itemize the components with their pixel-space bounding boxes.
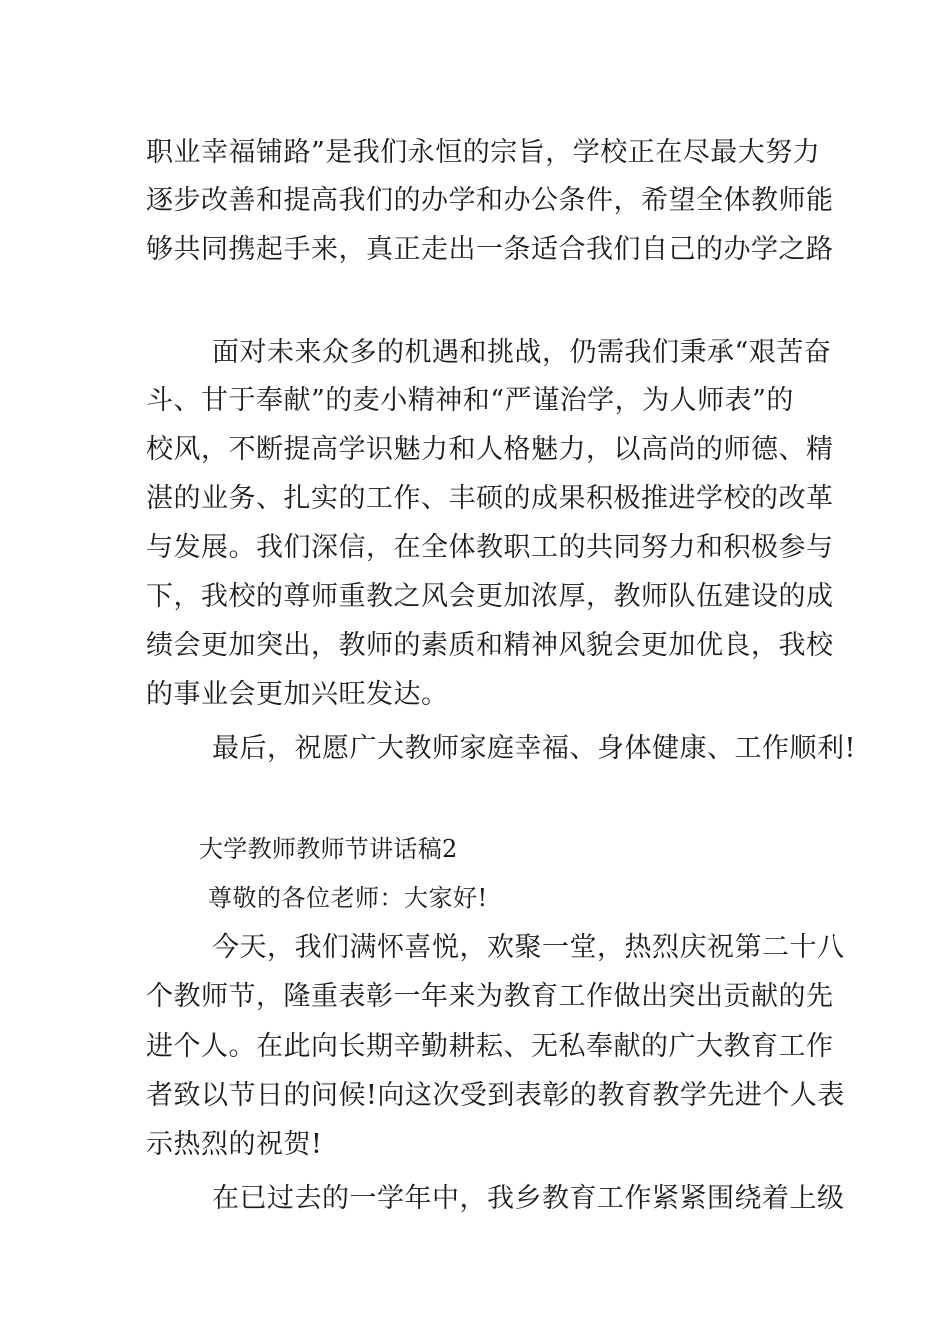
text-line: 面对未来众多的机遇和挑战，仍需我们秉承“艰苦奋: [212, 337, 832, 368]
text-line: 够共同携起手来，真正走出一条适合我们自己的办学之路: [146, 234, 834, 265]
section-heading: 大学教师教师节讲话稿2: [199, 835, 458, 863]
text-line: 湛的业务、扎实的工作、丰硕的成果积极推进学校的改革: [146, 483, 834, 514]
text-line: 职业幸福铺路”是我们永恒的宗旨，学校正在尽最大努力: [146, 137, 821, 168]
text-line: 的事业会更加兴旺发达。: [146, 679, 449, 710]
text-line: 下，我校的尊师重教之风会更加浓厚，教师队伍建设的成: [146, 581, 834, 612]
text-line: 今天，我们满怀喜悦，欢聚一堂，热烈庆祝第二十八: [212, 932, 845, 963]
text-line: 示热烈的祝贺!: [146, 1129, 323, 1160]
text-line: 最后，祝愿广大教师家庭幸福、身体健康、工作顺利!: [212, 733, 856, 764]
text-line: 在已过去的一学年中，我乡教育工作紧紧围绕着上级: [212, 1183, 845, 1214]
text-line: 逐步改善和提高我们的办学和办公条件，希望全体教师能: [146, 185, 834, 216]
text-line: 斗、甘于奉献”的麦小精神和“严谨治学，为人师表”的: [146, 385, 794, 416]
text-line: 者致以节日的问候!向这次受到表彰的教育教学先进个人表: [146, 1080, 845, 1111]
text-line: 校风，不断提高学识魅力和人格魅力，以高尚的师德、精: [146, 434, 834, 465]
greeting-line: 尊敬的各位老师：大家好!: [208, 884, 488, 912]
text-line: 个教师节，隆重表彰一年来为教育工作做出突出贡献的先: [146, 981, 834, 1012]
text-line: 与发展。我们深信，在全体教职工的共同努力和积极参与: [146, 532, 834, 563]
text-line: 进个人。在此向长期辛勤耕耘、无私奉献的广大教育工作: [146, 1031, 834, 1062]
text-line: 绩会更加突出，教师的素质和精神风貌会更加优良，我校: [146, 630, 834, 661]
